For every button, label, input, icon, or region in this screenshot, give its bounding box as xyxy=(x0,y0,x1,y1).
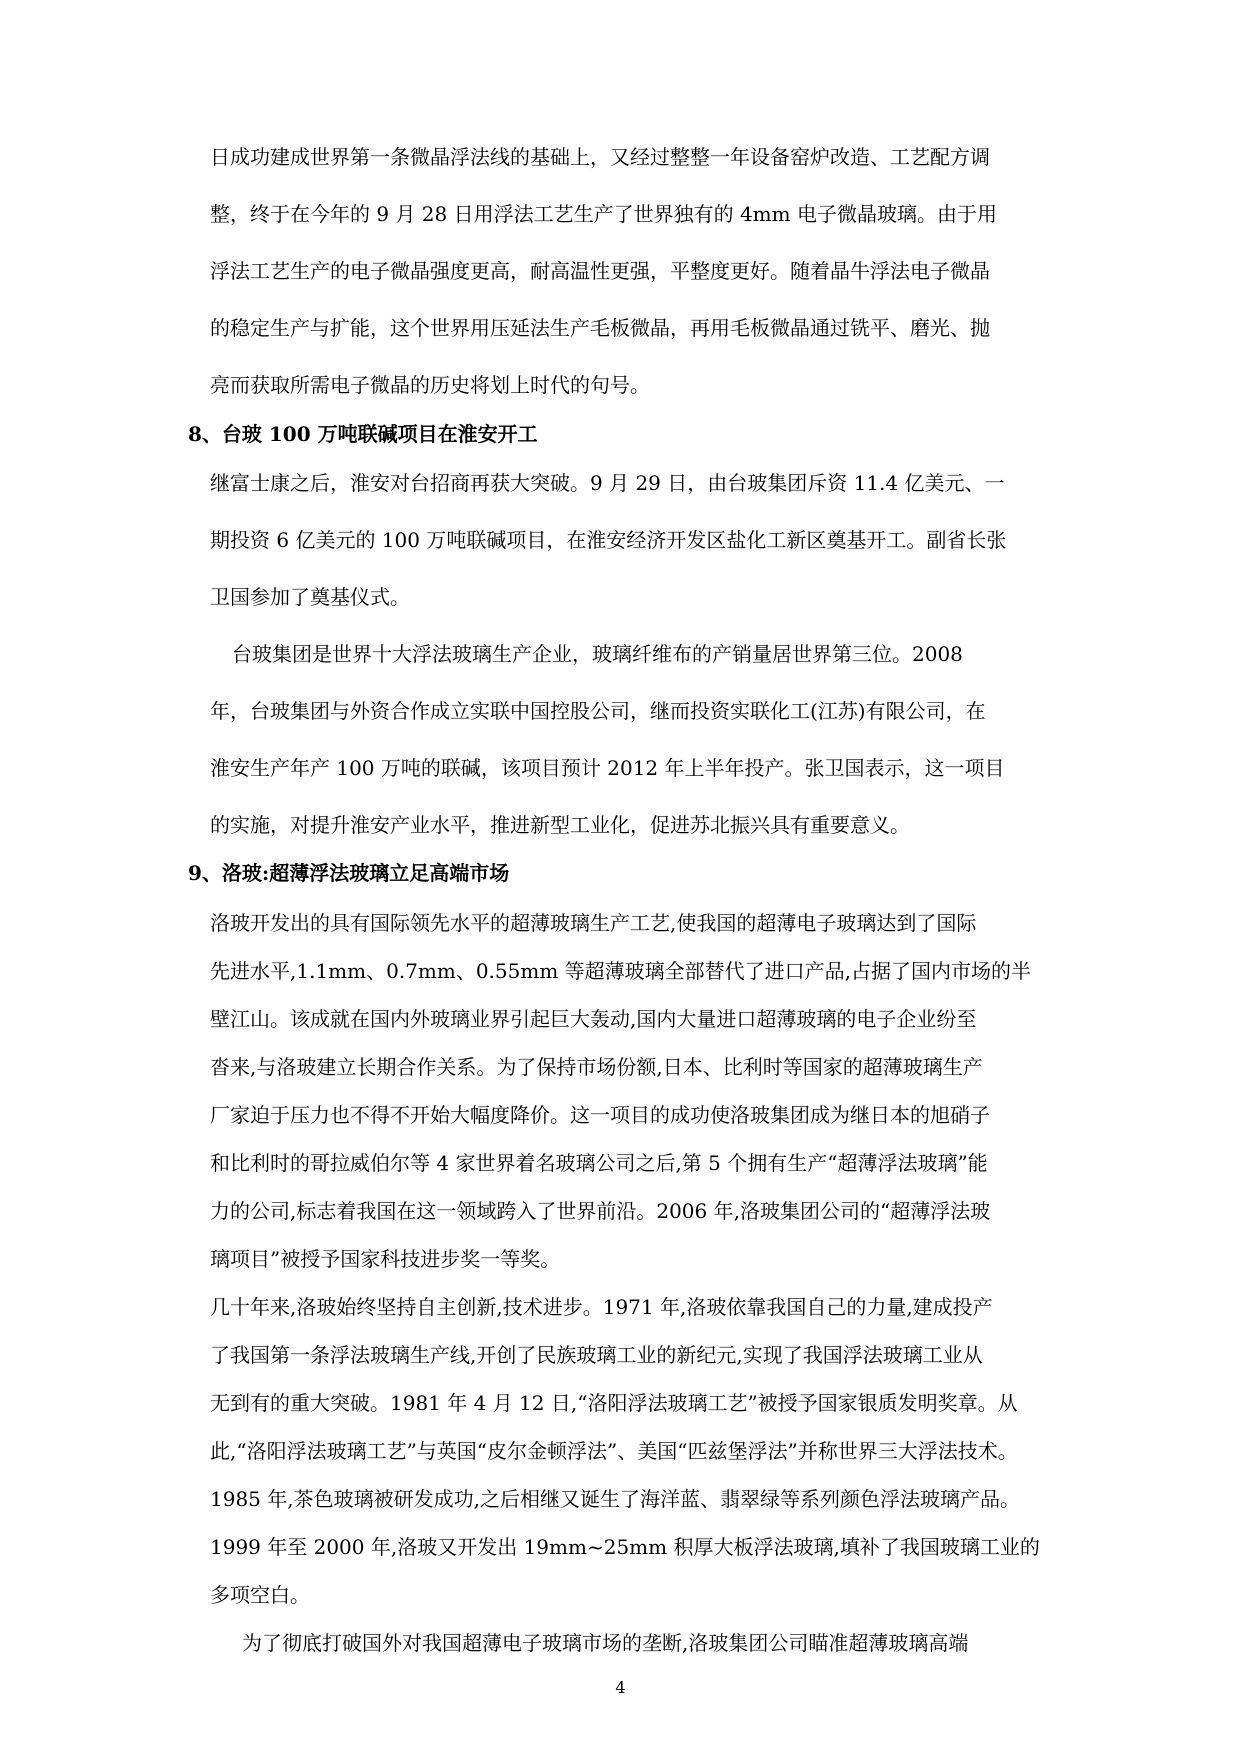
paragraph-line: 璃项目”被授予国家科技进步奖一等奖。 xyxy=(210,1247,561,1271)
paragraph-line: 了我国第一条浮法玻璃生产线,开创了民族玻璃工业的新纪元,实现了我国浮法玻璃工业从 xyxy=(210,1343,983,1367)
paragraph-line: 为了彻底打破国外对我国超薄电子玻璃市场的垄断,洛玻集团公司瞄准超薄玻璃高端 xyxy=(242,1631,969,1655)
section-heading: 8、台玻 100 万吨联碱项目在淮安开工 xyxy=(188,422,538,446)
paragraph-line: 洛玻开发出的具有国际领先水平的超薄玻璃生产工艺,使我国的超薄电子玻璃达到了国际 xyxy=(210,911,977,935)
paragraph-line: 继富士康之后，淮安对台招商再获大突破。9 月 29 日，由台玻集团斥资 11.4 亿美元、一 xyxy=(210,471,1005,495)
paragraph-line: 整，终于在今年的 9 月 28 日用浮法工艺生产了世界独有的 4mm 电子微晶玻璃。由于用 xyxy=(210,202,997,226)
paragraph-line: 力的公司,标志着我国在这一领域跨入了世界前沿。2006 年,洛玻集团公司的“超薄浮法玻 xyxy=(210,1199,991,1223)
paragraph-line: 厂家迫于压力也不得不开始大幅度降价。这一项目的成功使洛玻集团成为继日本的旭硝子 xyxy=(210,1103,990,1127)
paragraph-line: 沓来,与洛玻建立长期合作关系。为了保持市场份额,日本、比利时等国家的超薄玻璃生产 xyxy=(210,1055,983,1079)
paragraph-line: 和比利时的哥拉威伯尔等 4 家世界着名玻璃公司之后,第 5 个拥有生产“超薄浮法玻璃”能 xyxy=(210,1151,988,1175)
paragraph-line: 年，台玻集团与外资合作成立实联中国控股公司，继而投资实联化工(江苏)有限公司，在 xyxy=(210,699,986,723)
paragraph-line: 期投资 6 亿美元的 100 万吨联碱项目，在淮安经济开发区盐化工新区奠基开工。副省长张 xyxy=(210,528,1007,552)
paragraph-line: 的稳定生产与扩能，这个世界用压延法生产毛板微晶，再用毛板微晶通过铣平、磨光、抛 xyxy=(210,316,990,340)
paragraph-line: 卫国参加了奠基仪式。 xyxy=(210,585,410,609)
paragraph-line: 的实施，对提升淮安产业水平，推进新型工业化，促进苏北振兴具有重要意义。 xyxy=(210,813,910,837)
paragraph-line: 几十年来,洛玻始终坚持自主创新,技术进步。1971 年,洛玻依靠我国自己的力量,建成投产 xyxy=(210,1295,993,1319)
section-heading: 9、洛玻:超薄浮法玻璃立足高端市场 xyxy=(188,861,510,885)
page-number: 4 xyxy=(615,1678,626,1697)
paragraph-line: 壁江山。该成就在国内外玻璃业界引起巨大轰动,国内大量进口超薄玻璃的电子企业纷至 xyxy=(210,1007,977,1031)
paragraph-line: 1999 年至 2000 年,洛玻又开发出 19mm~25mm 积厚大板浮法玻璃,填补了我国玻璃工业的 xyxy=(210,1535,1040,1559)
paragraph-line: 无到有的重大突破。1981 年 4 月 12 日,“洛阳浮法玻璃工艺”被授予国家银质发明奖章。从 xyxy=(210,1391,1018,1415)
paragraph-line: 浮法工艺生产的电子微晶强度更高，耐高温性更强，平整度更好。随着晶牛浮法电子微晶 xyxy=(210,259,990,283)
paragraph-line: 先进水平,1.1mm、0.7mm、0.55mm 等超薄玻璃全部替代了进口产品,占据了国内市场的半 xyxy=(210,959,1032,983)
paragraph-line: 亮而获取所需电子微晶的历史将划上时代的句号。 xyxy=(210,373,650,397)
paragraph-line: 日成功建成世界第一条微晶浮法线的基础上，又经过整整一年设备窑炉改造、工艺配方调 xyxy=(210,145,990,169)
paragraph-line: 1985 年,茶色玻璃被研发成功,之后相继又诞生了海洋蓝、翡翠绿等系列颜色浮法玻璃产品。 xyxy=(210,1487,1020,1511)
paragraph-line: 淮安生产年产 100 万吨的联碱，该项目预计 2012 年上半年投产。张卫国表示，这一项目 xyxy=(210,756,1005,780)
paragraph-line: 此,“洛阳浮法玻璃工艺”与英国“皮尔金顿浮法”、美国“匹兹堡浮法”并称世界三大浮法技术。 xyxy=(210,1439,1018,1463)
paragraph-line: 多项空白。 xyxy=(210,1583,310,1607)
paragraph-line: 台玻集团是世界十大浮法玻璃生产企业，玻璃纤维布的产销量居世界第三位。2008 xyxy=(232,642,963,666)
